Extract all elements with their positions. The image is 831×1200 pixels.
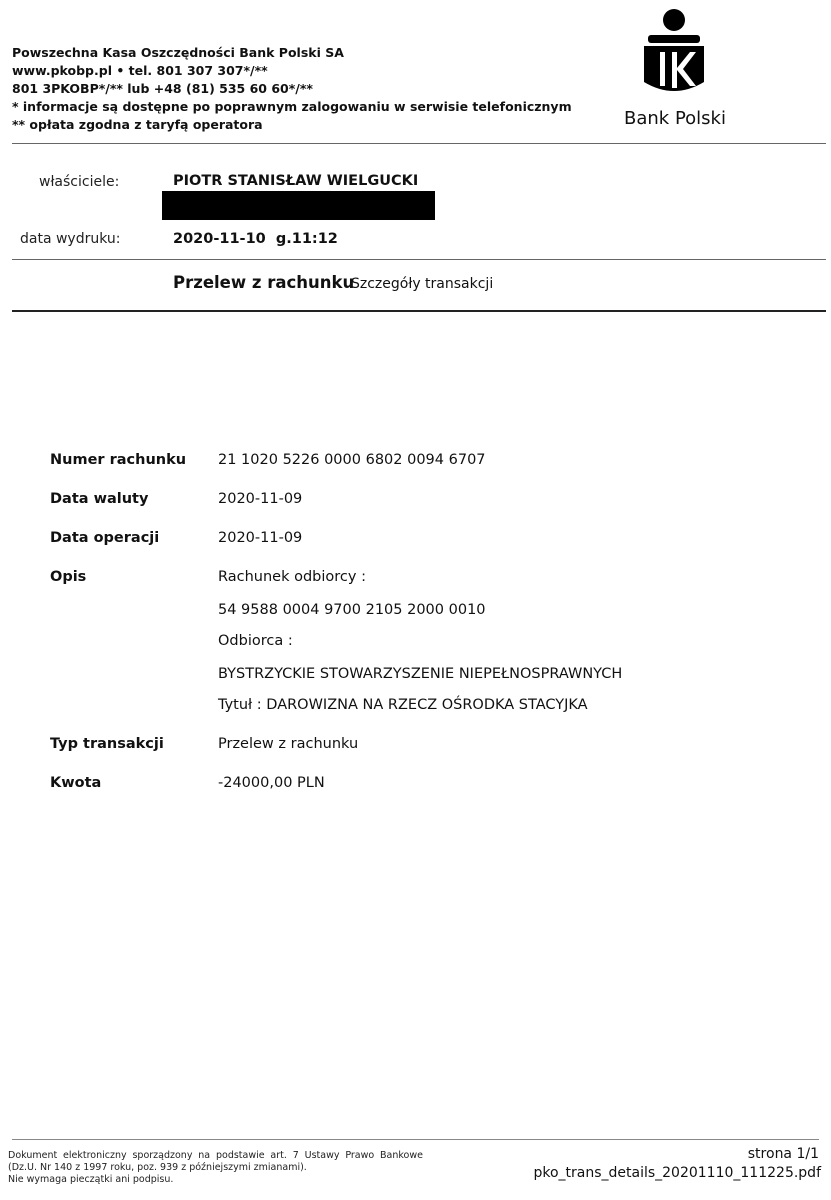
legal-line: (Dz.U. Nr 140 z 1997 roku, poz. 939 z późniejszymi zmianami). <box>8 1162 307 1173</box>
owners-value: PIOTR STANISŁAW WIELGUCKI <box>173 173 419 189</box>
page-subtitle: Szczegóły transakcji <box>351 276 494 292</box>
description-label: Opis <box>50 569 87 585</box>
file-name: pko_trans_details_20201110_111225.pdf <box>533 1165 821 1181</box>
header-line: 801 3PKOBP*/** lub +48 (81) 535 60 60*/** <box>12 81 313 96</box>
page-number: strona 1/1 <box>747 1146 819 1162</box>
amount-label: Kwota <box>50 775 102 791</box>
amount-value: -24000,00 PLN <box>218 775 325 791</box>
account-number-value: 21 1020 5226 0000 6802 0094 6707 <box>218 452 486 468</box>
value-date-value: 2020-11-09 <box>218 491 303 507</box>
divider <box>12 259 826 260</box>
legal-line: Nie wymaga pieczątki ani podpisu. <box>8 1174 174 1185</box>
transaction-type-value: Przelew z rachunku <box>218 736 359 752</box>
divider <box>12 310 826 312</box>
divider <box>12 143 826 144</box>
header-line: * informacje są dostępne po poprawnym zalogowaniu w serwisie telefonicznym <box>12 99 572 114</box>
header-line: www.pkobp.pl • tel. 801 307 307*/** <box>12 63 268 78</box>
description-line: 54 9588 0004 9700 2105 2000 0010 <box>218 602 486 618</box>
legal-line: Dokument elektroniczny sporządzony na podstawie art. 7 Ustawy Prawo Bankowe <box>8 1150 423 1161</box>
legal-footer <box>8 1150 423 1186</box>
header-line: ** opłata zgodna z taryfą operatora <box>12 117 263 132</box>
bank-name: Bank Polski <box>624 108 726 129</box>
operation-date-value: 2020-11-09 <box>218 530 303 546</box>
bank-logo <box>620 8 730 133</box>
bank-header <box>12 44 572 134</box>
description-line: BYSTRZYCKIE STOWARZYSZENIE NIEPEŁNOSPRAWNYCH <box>218 666 623 682</box>
transaction-type-label: Typ transakcji <box>50 736 164 752</box>
description-line: Rachunek odbiorcy : <box>218 569 366 585</box>
header-line: Powszechna Kasa Oszczędności Bank Polski SA <box>12 45 344 60</box>
print-date-label: data wydruku: <box>20 231 121 247</box>
operation-date-label: Data operacji <box>50 530 160 546</box>
owners-label: właściciele: <box>39 174 120 190</box>
divider <box>12 1139 819 1140</box>
description-line: Odbiorca : <box>218 633 293 649</box>
print-date-value: 2020-11-10 g.11:12 <box>173 231 338 247</box>
value-date-label: Data waluty <box>50 491 149 507</box>
page-title: Przelew z rachunku <box>173 273 355 292</box>
account-number-label: Numer rachunku <box>50 452 187 468</box>
description-line: Tytuł : DAROWIZNA NA RZECZ OŚRODKA STACYJKA <box>218 697 588 713</box>
pko-logo-icon <box>638 8 710 96</box>
redaction-bar <box>162 191 435 220</box>
